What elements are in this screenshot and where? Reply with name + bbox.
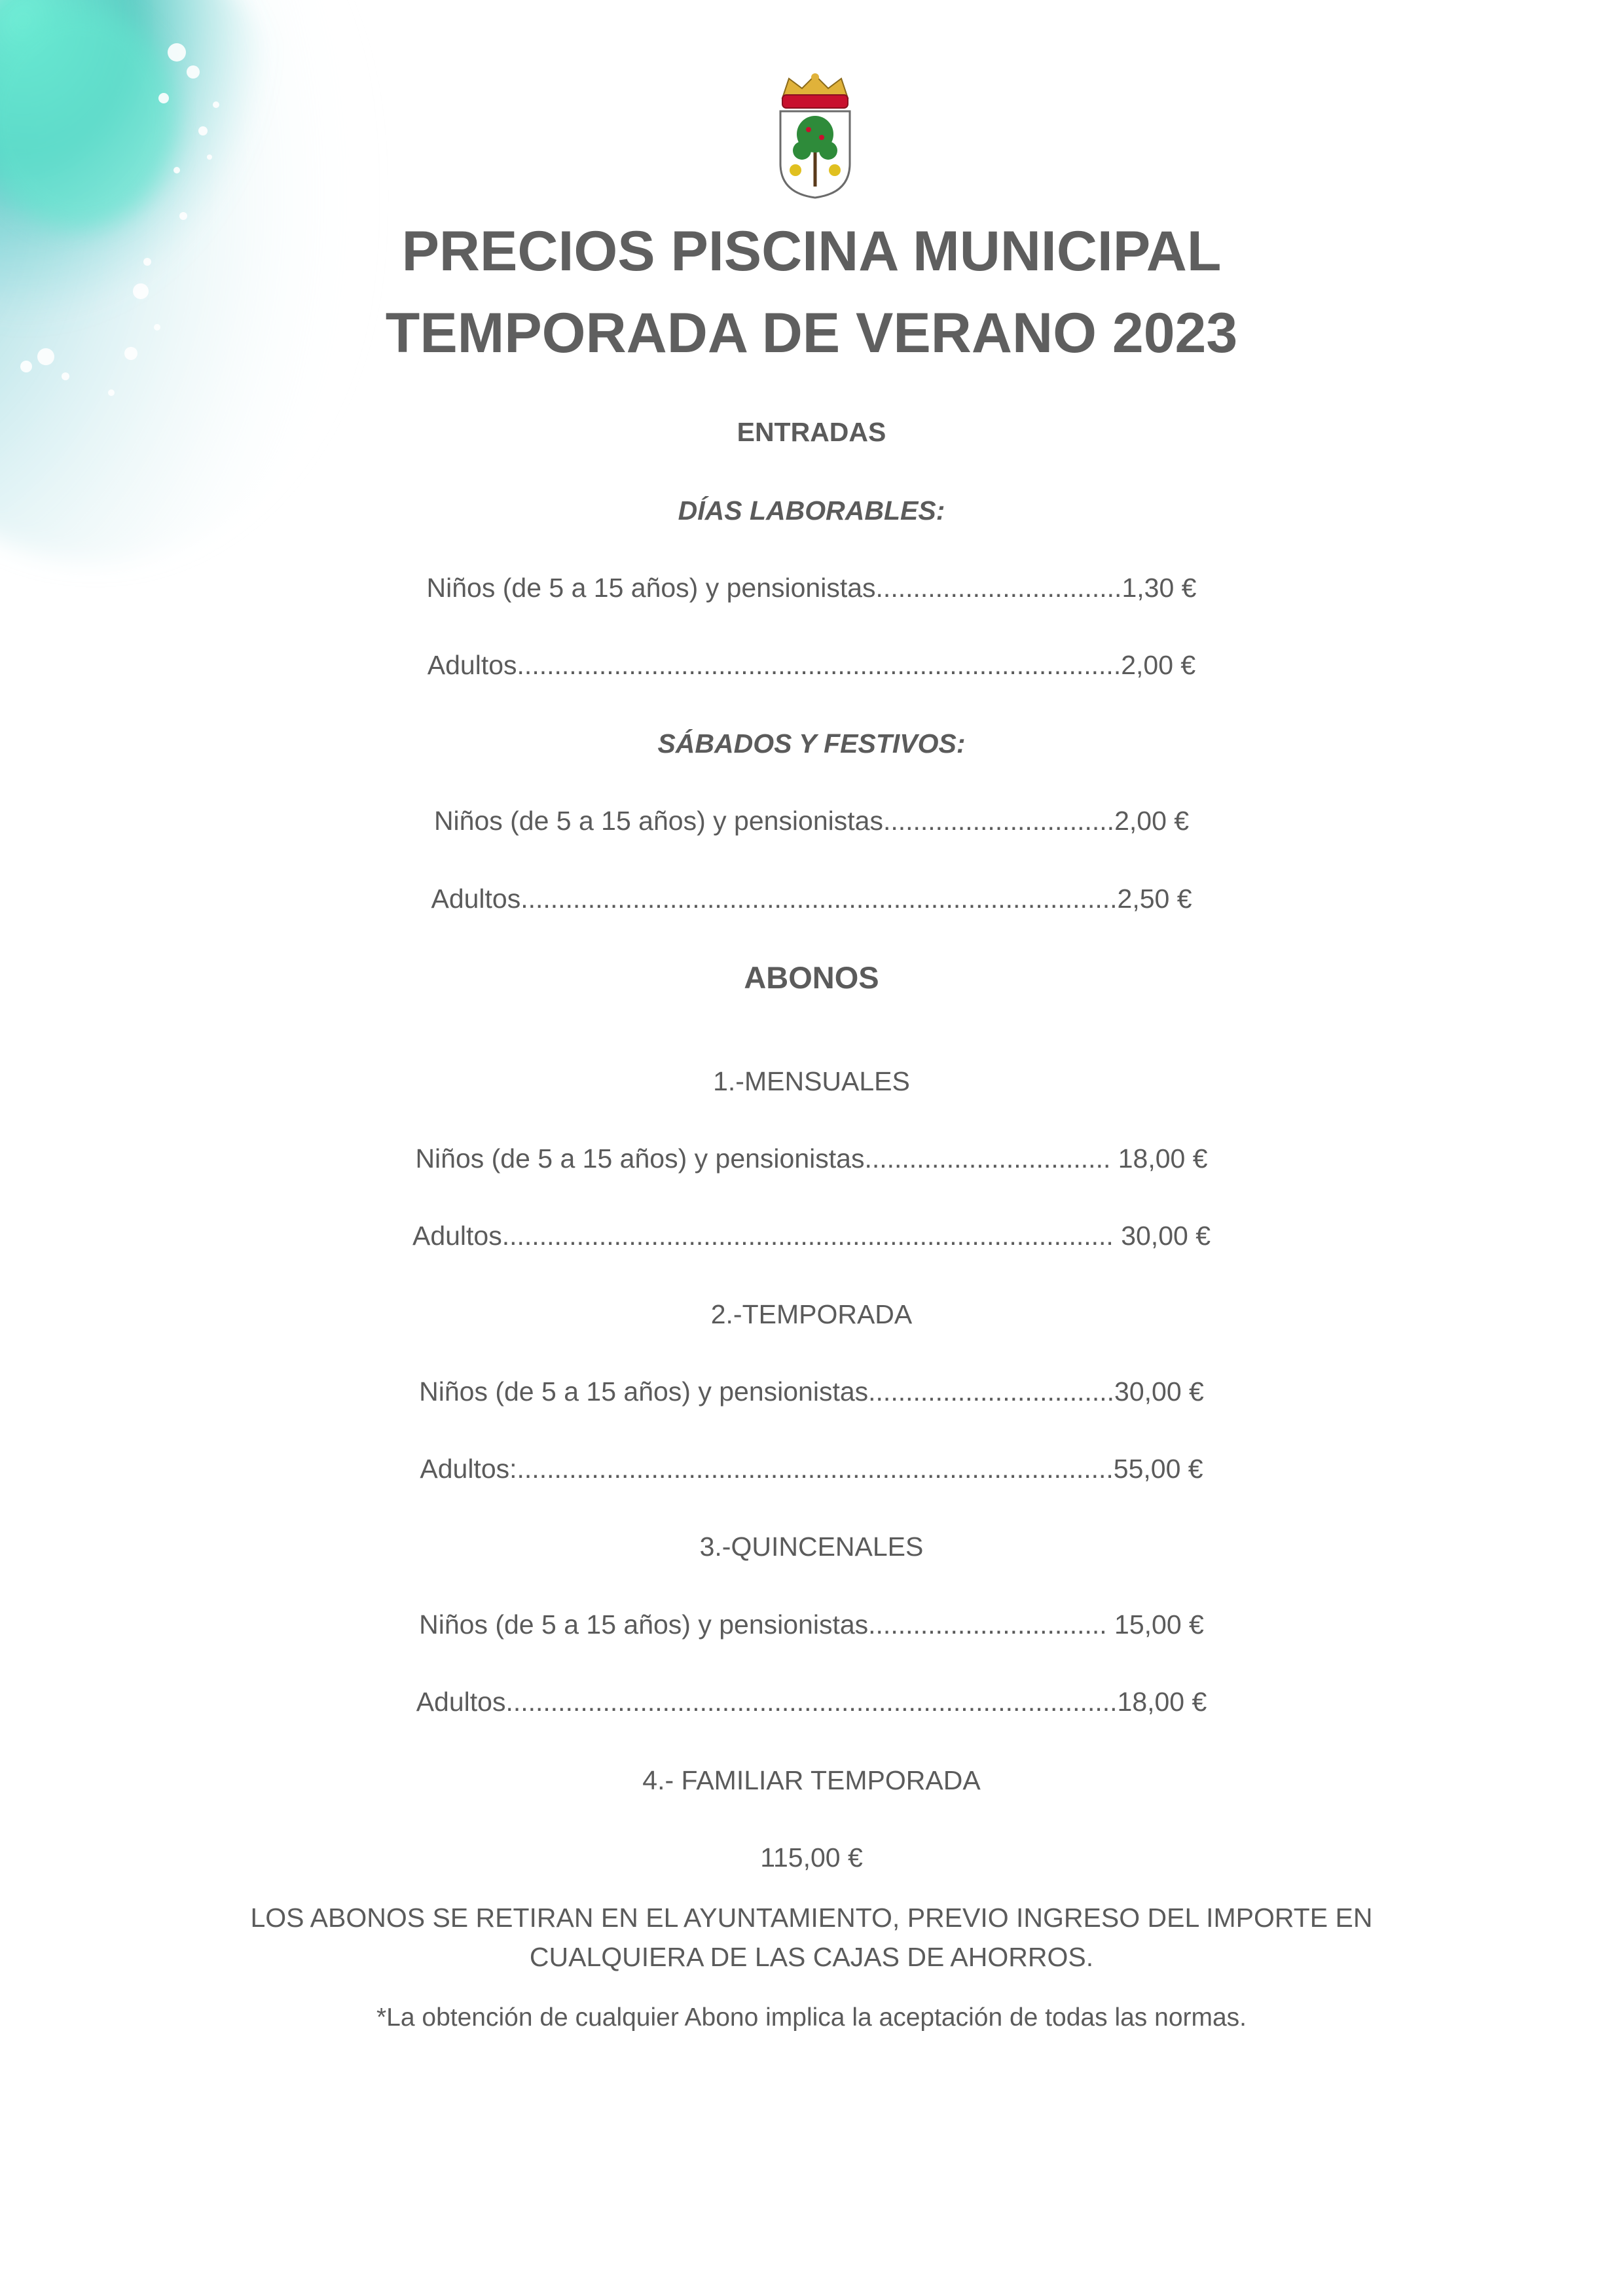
price-row-laborables-adultos: Adultos.................................................................................2,00 € <box>427 650 1196 680</box>
page-title-line1: PRECIOS PISCINA MUNICIPAL <box>401 220 1222 283</box>
price-familiar-temporada: 115,00 € <box>760 1842 863 1873</box>
page-title-line2: TEMPORADA DE VERANO 2023 <box>385 302 1238 365</box>
notice-line-2: CUALQUIERA DE LAS CAJAS DE AHORROS. <box>529 1942 1094 1972</box>
price-row-mensuales-adultos: Adultos.................................................................................. 30,00 € <box>412 1221 1211 1251</box>
price-row-temporada-adultos: Adultos:................................................................................55,00 € <box>420 1454 1203 1484</box>
section-heading-entradas: ENTRADAS <box>737 417 886 447</box>
subheading-familiar-temporada: 4.- FAMILIAR TEMPORADA <box>642 1765 981 1795</box>
subheading-quincenales: 3.-QUINCENALES <box>699 1532 924 1562</box>
price-row-laborables-ninos: Niños (de 5 a 15 años) y pensionistas.................................1,30 € <box>426 573 1197 603</box>
subheading-mensuales: 1.-MENSUALES <box>713 1066 910 1096</box>
coat-of-arms-icon <box>773 72 858 200</box>
price-row-festivos-ninos: Niños (de 5 a 15 años) y pensionistas...............................2,00 € <box>433 806 1190 836</box>
section-heading-abonos: ABONOS <box>744 960 879 995</box>
subheading-temporada: 2.-TEMPORADA <box>710 1299 913 1329</box>
price-row-mensuales-ninos: Niños (de 5 a 15 años) y pensionistas................................. 18,00 € <box>415 1143 1208 1174</box>
price-row-temporada-ninos: Niños (de 5 a 15 años) y pensionistas.................................30,00 € <box>419 1376 1204 1407</box>
subheading-dias-laborables: DÍAS LABORABLES: <box>678 495 945 526</box>
subheading-sabados-festivos: SÁBADOS Y FESTIVOS: <box>657 728 966 759</box>
footnote: *La obtención de cualquier Abono implica la aceptación de todas las normas. <box>376 2003 1247 2032</box>
price-row-quincenales-ninos: Niños (de 5 a 15 años) y pensionistas................................ 15,00 € <box>419 1609 1204 1640</box>
notice-line-1: LOS ABONOS SE RETIRAN EN EL AYUNTAMIENTO, PREVIO INGRESO DEL IMPORTE EN <box>250 1903 1373 1933</box>
price-row-quincenales-adultos: Adultos..................................................................................18,00 € <box>416 1687 1207 1717</box>
price-row-festivos-adultos: Adultos................................................................................2,50 € <box>431 884 1192 914</box>
